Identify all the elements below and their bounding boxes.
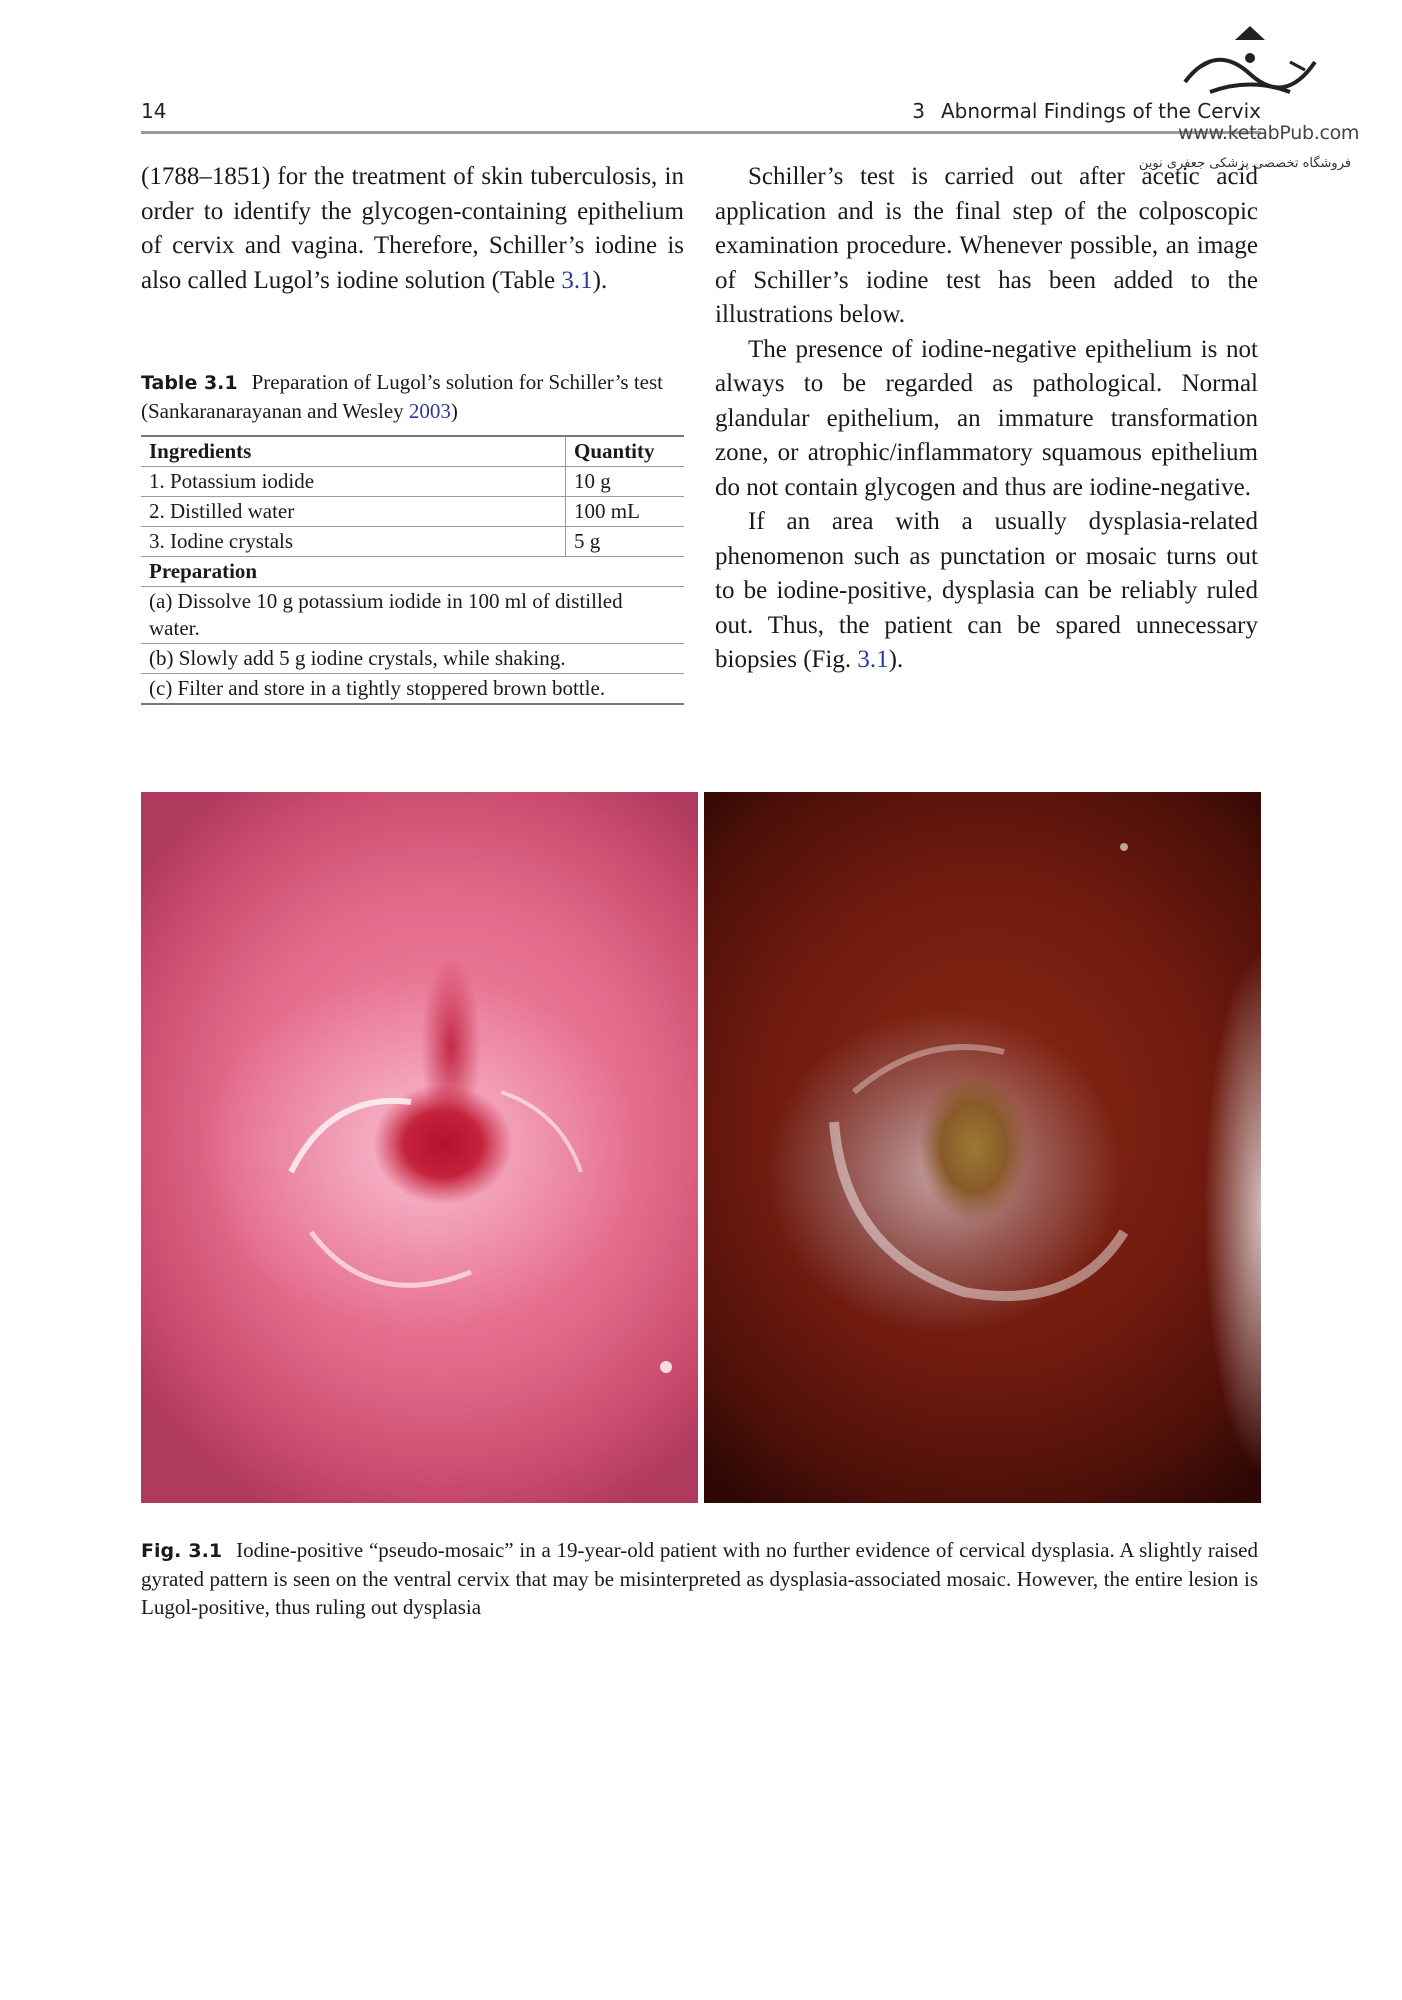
ingredient-cell: 3. Iodine crystals: [141, 527, 566, 557]
left-text: (1788–1851) for the treatment of skin tuberculosis, in order to identify the glycogen-containing epithelium of cervix and vagina. Therefore, Schiller’s iodine is also called Lugol’s iodine solution (Table: [141, 163, 684, 294]
figure-label: Fig. 3.1: [141, 1540, 223, 1562]
table-reference-link[interactable]: 3.1: [561, 266, 593, 294]
figure-reference-link[interactable]: 3.1: [857, 646, 889, 673]
table-caption: [141, 368, 684, 425]
right-paragraph-3-text: If an area with a usually dysplasia-related phenomenon such as punctation or mosaic turns out to be iodine-positive, dysplasia can be reliably ruled out. Thus, the patient can be spared unnecessary biopsies (Fig.: [715, 508, 1258, 673]
quantity-cell: 10 g: [566, 467, 685, 497]
preparation-step: (c) Filter and store in a tightly stoppered brown bottle.: [141, 674, 684, 705]
figure-caption-text: Iodine-positive “pseudo-mosaic” in a 19-year-old patient with no further evidence of cervical dysplasia. A slightly raised gyrated pattern is seen on the ventral cervix that may be misinterpreted as dysplasia-associated mosaic. However, the entire lesion is Lugol-positive, thus ruling out dysplasia: [141, 1538, 1258, 1619]
table-row: [141, 527, 684, 557]
right-photo-highlights: [704, 792, 1261, 1503]
watermark: [1130, 22, 1370, 171]
quantity-cell: 100 mL: [566, 497, 685, 527]
header-rule: [141, 131, 1261, 134]
table-header-row: [141, 436, 684, 467]
running-head: [141, 95, 1261, 127]
watermark-logo-icon: [1175, 22, 1325, 112]
right-paragraph-3-end: ).: [888, 646, 904, 673]
right-paragraph-3: [715, 505, 1258, 678]
preparation-header: Preparation: [141, 557, 684, 587]
left-column: [141, 160, 684, 298]
right-paragraph-1: Schiller’s test is carried out after acetic acid application and is the final step of the colposcopic examination procedure. Whenever possible, an image of Schiller’s iodine test has been added to the illustrations below.: [715, 163, 1258, 328]
citation-year-link[interactable]: 2003: [408, 399, 451, 423]
table-row: [141, 497, 684, 527]
preparation-step: (b) Slowly add 5 g iodine crystals, while shaking.: [141, 644, 684, 674]
figure-caption: [141, 1536, 1258, 1621]
column-header-quantity: Quantity: [566, 436, 685, 467]
table-label: Table 3.1: [141, 372, 238, 394]
left-paragraph: [141, 160, 684, 298]
watermark-persian-text: فروشگاه تخصصی پزشکی جعفری نوین: [1138, 156, 1352, 171]
ingredient-cell: 1. Potassium iodide: [141, 467, 566, 497]
right-paragraph-2: The presence of iodine-negative epithelium is not always to be regarded as pathological. Normal glandular epithelium, an immature transformation zone, or atrophic/inflammatory squamous epithelium do not contain glycogen and thus are iodine-negative.: [715, 335, 1258, 501]
column-header-ingredients: Ingredients: [141, 436, 566, 467]
page-number: 14: [141, 99, 167, 123]
preparation-header-row: [141, 557, 684, 587]
chapter-title-text: Abnormal Findings of the Cervix: [940, 99, 1261, 123]
left-text-end: ).: [592, 266, 608, 294]
preparation-step-row: [141, 674, 684, 705]
colposcopy-photo-acetic-acid: [141, 792, 698, 1503]
ingredient-cell: 2. Distilled water: [141, 497, 566, 527]
watermark-url: www.ketabPub.com: [1178, 122, 1360, 144]
table-caption-end: ): [450, 399, 458, 423]
preparation-step-row: [141, 587, 684, 644]
colposcopy-photo-schiller-iodine: [704, 792, 1261, 1503]
left-photo-highlights: [141, 792, 698, 1503]
chapter-number: 3: [912, 99, 925, 123]
preparation-step: (a) Dissolve 10 g potassium iodide in 100 ml of distilled water.: [141, 587, 684, 644]
figure-3-1: [141, 792, 1258, 1503]
table-caption-text: Preparation of Lugol’s solution for Schiller’s test (Sankaranarayanan and Wesley: [141, 370, 663, 423]
quantity-cell: 5 g: [566, 527, 685, 557]
lugol-preparation-table: [141, 435, 684, 705]
right-column: [715, 160, 1258, 678]
table-row: [141, 467, 684, 497]
preparation-step-row: [141, 644, 684, 674]
